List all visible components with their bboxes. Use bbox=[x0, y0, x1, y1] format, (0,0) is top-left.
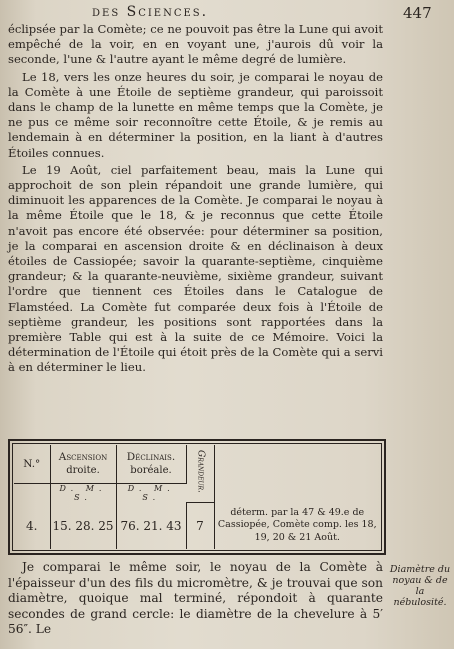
header-number: N.° bbox=[14, 445, 50, 484]
cell-grandeur: 7 bbox=[186, 502, 214, 549]
star-position-table bbox=[8, 439, 386, 555]
table-header-row bbox=[14, 445, 380, 484]
page-number: 447 bbox=[403, 4, 432, 22]
unit-number bbox=[14, 484, 50, 503]
header-declinaison-label: Déclinais. bbox=[126, 451, 176, 463]
paragraph-diametre: Je comparai le même soir, le noyau de la Comète à l'épaisseur d'un des fils du micromètre, & je trouvai que son diamètre, quoique mal terminé, répondoit à quarante secondes de grand cercle: le diamètre de la chevelure à 5′ 56″. Le bbox=[8, 560, 383, 637]
cell-declinaison: 76. 21. 43 bbox=[116, 502, 186, 549]
header-declinaison bbox=[116, 445, 186, 484]
header-grandeur-label: Grandeur. bbox=[195, 449, 206, 493]
table-grid bbox=[14, 445, 380, 549]
running-head: des Sciences. bbox=[92, 4, 209, 20]
header-note bbox=[214, 445, 380, 502]
paragraph-continuation: éclipsée par la Comète; ce ne pouvoit pas être la Lune qui avoit empêché de la voir, en en voyant une, j'aurois dû voir la seconde, l'une & l'autre ayant le même degré de lumière. bbox=[8, 22, 383, 67]
main-text bbox=[8, 22, 383, 376]
cell-note: déterm. par la 47 & 49.e de Cassiopée, Comète comp. les 18, 19, 20 & 21 Août. bbox=[217, 506, 377, 543]
table-unit-row bbox=[14, 484, 380, 503]
table-row bbox=[14, 502, 380, 549]
margin-note: Diamètre du noyau & de la nébulosité. bbox=[389, 564, 451, 608]
unit-declinaison: D. M. S. bbox=[127, 484, 175, 502]
header-ascension-label: Ascension bbox=[58, 451, 108, 463]
cell-number: 4. bbox=[14, 502, 50, 549]
paragraph-18-aout: Le 18, vers les onze heures du soir, je comparai le noyau de la Comète à une Étoile de septième grandeur, qui paroissoit dans le champ de la lunette en même temps que la Comète, je ne pus ce même soir reconnoître cette Étoile, & je remis au lendemain à en déterminer la position, en la liant à d'autres Étoiles connues. bbox=[8, 69, 383, 160]
header-ascension-sub: droite. bbox=[66, 465, 100, 476]
paragraph-19-aout: Le 19 Août, ciel parfaitement beau, mais la Lune qui approchoit de son plein répandoit une grande lumière, qui diminuoit les apparences de la Comète. Je comparai le noyau à la même Étoile que le 18, & je reconnus que cette Étoile n'avoit pas encore été observée: pour déterminer sa position, je la comparai en ascension droite & en déclinaison à deux étoiles de Cassiopée; savoir la quarante-septième, cinquième grandeur; & la quarante-neuvième, sixième grandeur, suivant l'ordre que tiennent ces Étoiles dans le Catalogue de Flamstéed. La Comète fut comparée deux fois à l'Étoile de septième grandeur, les positions sont rapportées dans la première Table qui est à la suite de ce Mémoire. Voici la détermination de l'Étoile qui étoit près de la Comète qui a servi à en déterminer le lieu. bbox=[8, 162, 383, 375]
page-header bbox=[0, 4, 454, 20]
cell-ascension: 15. 28. 25 bbox=[50, 502, 116, 549]
header-declinaison-sub: boréale. bbox=[130, 465, 172, 476]
bottom-text bbox=[8, 560, 383, 638]
header-ascension bbox=[50, 445, 116, 484]
header-grandeur bbox=[186, 445, 214, 502]
unit-ascension: D. M. S. bbox=[50, 484, 116, 503]
